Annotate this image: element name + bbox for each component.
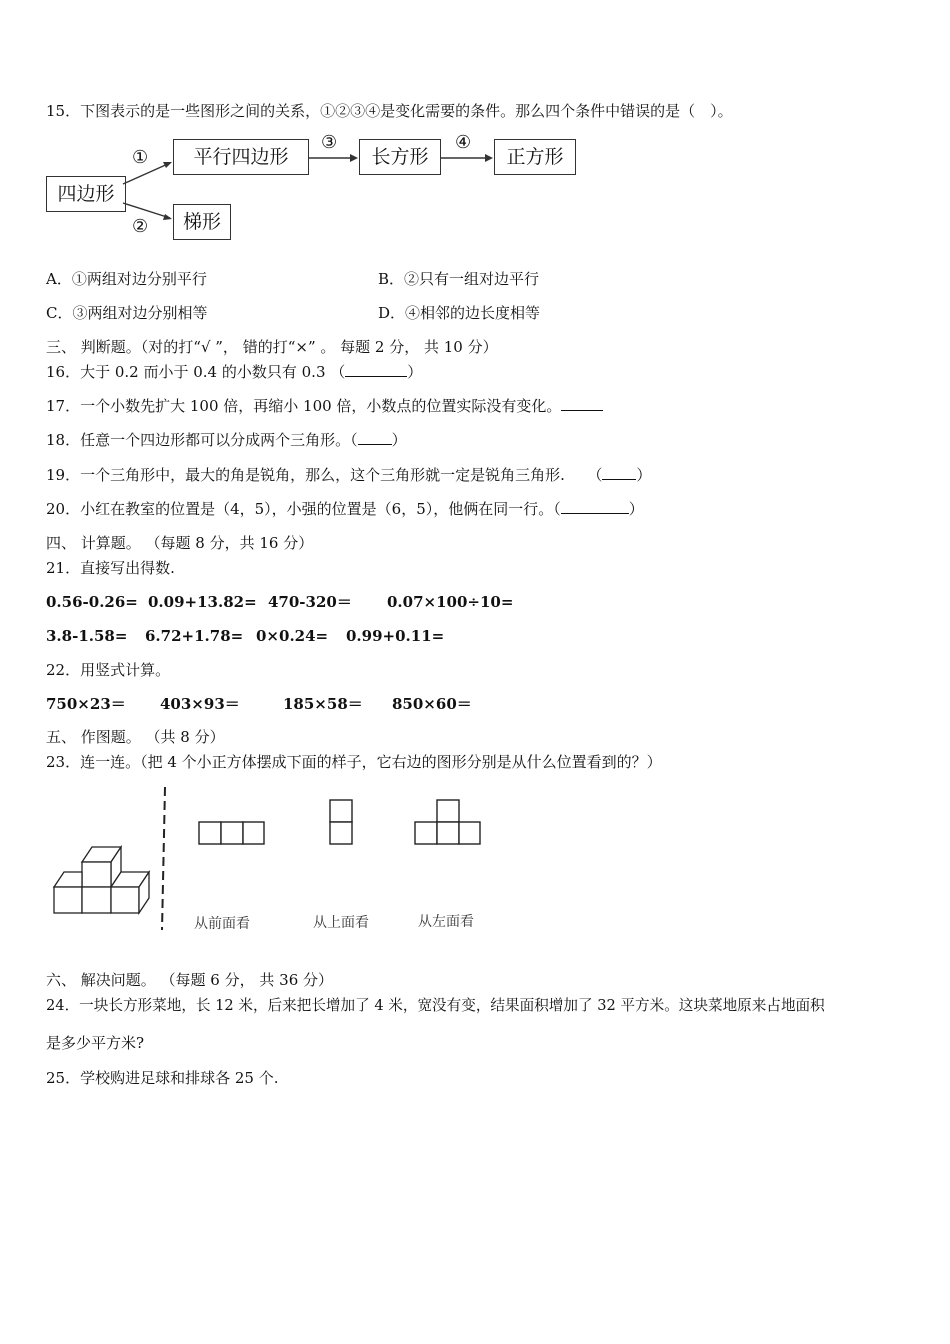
front-view-square <box>199 822 221 844</box>
view-label-top: 从上面看 <box>313 915 369 931</box>
q15-stem: 15．下图表示的是一些图形之间的关系，①②③④是变化需要的条件。那么四个条件中错误的是（ ）。 <box>46 102 733 120</box>
view-label-left: 从左面看 <box>418 914 474 930</box>
diagram-box-rectangle: 长方形 <box>359 139 441 175</box>
diagram-box-quadrilateral: 四边形 <box>46 176 126 212</box>
q23-stem: 23．连一连。（把 4 个小正方体摆成下面的样子，它右边的图形分别是从什么位置看到的？） <box>46 753 662 771</box>
calc-item: 0.99+0.11= <box>346 627 445 645</box>
calc-item: 0.09+13.82= <box>148 593 257 611</box>
cube-front-face <box>82 862 111 887</box>
q19-text: 19．一个三角形中，最大的角是锐角，那么，这个三角形就一定是锐角三角形. （ <box>46 466 603 484</box>
diagram-label-4: ④ <box>455 132 472 153</box>
calc-item: 0×0.24= <box>256 627 329 645</box>
calc-item: 0.56-0.26= <box>46 593 138 611</box>
top-view-square <box>330 822 352 844</box>
diagram-label-3: ③ <box>321 132 338 153</box>
left-view-square <box>459 822 480 844</box>
dashed-divider <box>162 787 165 930</box>
view-label-front: 从前面看 <box>194 916 250 932</box>
q25: 25．学校购进足球和排球各 25 个. <box>46 1069 279 1087</box>
q15-option-b: B．②只有一组对边平行 <box>378 270 540 288</box>
left-view-square <box>415 822 437 844</box>
diagram-box-parallelogram: 平行四边形 <box>173 139 309 175</box>
q22-stem: 22．用竖式计算。 <box>46 661 171 679</box>
left-view-square <box>437 800 459 822</box>
vertical-calc-item: 403×93＝ <box>160 695 240 713</box>
diagram-box-square: 正方形 <box>494 139 576 175</box>
vertical-calc-item: 185×58＝ <box>283 695 363 713</box>
q15-option-d: D．④相邻的边长度相等 <box>378 304 541 322</box>
section3-heading: 三、 判断题。（对的打“√ ”， 错的打“×” 。 每题 2 分， 共 10 分） <box>46 338 498 356</box>
diagram-box-trapezoid: 梯形 <box>173 204 231 240</box>
calc-item: 6.72+1.78= <box>145 627 244 645</box>
vertical-calc-item: 850×60＝ <box>392 695 472 713</box>
section4-heading: 四、 计算题。 （每题 8 分，共 16 分） <box>46 534 314 552</box>
q16-close: ） <box>407 363 423 381</box>
calc-item: 0.07×100÷10= <box>387 593 514 611</box>
q18-text: 18．任意一个四边形都可以分成两个三角形。（ <box>46 431 358 449</box>
q20-text: 20．小红在教室的位置是（4，5），小强的位置是（6，5），他俩在同一行。（ <box>46 500 561 518</box>
q15-option-a: A．①两组对边分别平行 <box>46 270 207 288</box>
q19-close: ） <box>636 466 652 484</box>
diagram-label-1: ① <box>132 147 149 168</box>
front-view-square <box>243 822 264 844</box>
top-view-square <box>330 800 352 822</box>
calc-item: 3.8-1.58= <box>46 627 128 645</box>
q15-option-c: C．③两组对边分别相等 <box>46 304 208 322</box>
q24-line2: 是多少平方米? <box>46 1034 145 1052</box>
q24-line1: 24．一块长方形菜地，长 12 米，后来把长增加了 4 米，宽没有变，结果面积增加了 32 平方米。这块菜地原来占地面积 <box>46 997 825 1014</box>
front-view-square <box>221 822 243 844</box>
q16-text: 16．大于 0.2 而小于 0.4 的小数只有 0.3 （ <box>46 363 346 381</box>
q17-text: 17．一个小数先扩大 100 倍，再缩小 100 倍，小数点的位置实际没有变化。 <box>46 397 562 415</box>
section6-heading: 六、 解决问题。 （每题 6 分， 共 36 分） <box>46 971 334 989</box>
section5-heading: 五、 作图题。 （共 8 分） <box>46 728 225 746</box>
diagram-label-2: ② <box>132 216 149 237</box>
q21-stem: 21．直接写出得数. <box>46 559 175 577</box>
q20-close: ） <box>628 500 644 518</box>
left-view-square <box>437 822 459 844</box>
q18-close: ） <box>391 431 407 449</box>
calc-item: 470-320＝ <box>268 593 352 611</box>
vertical-calc-item: 750×23＝ <box>46 695 126 713</box>
